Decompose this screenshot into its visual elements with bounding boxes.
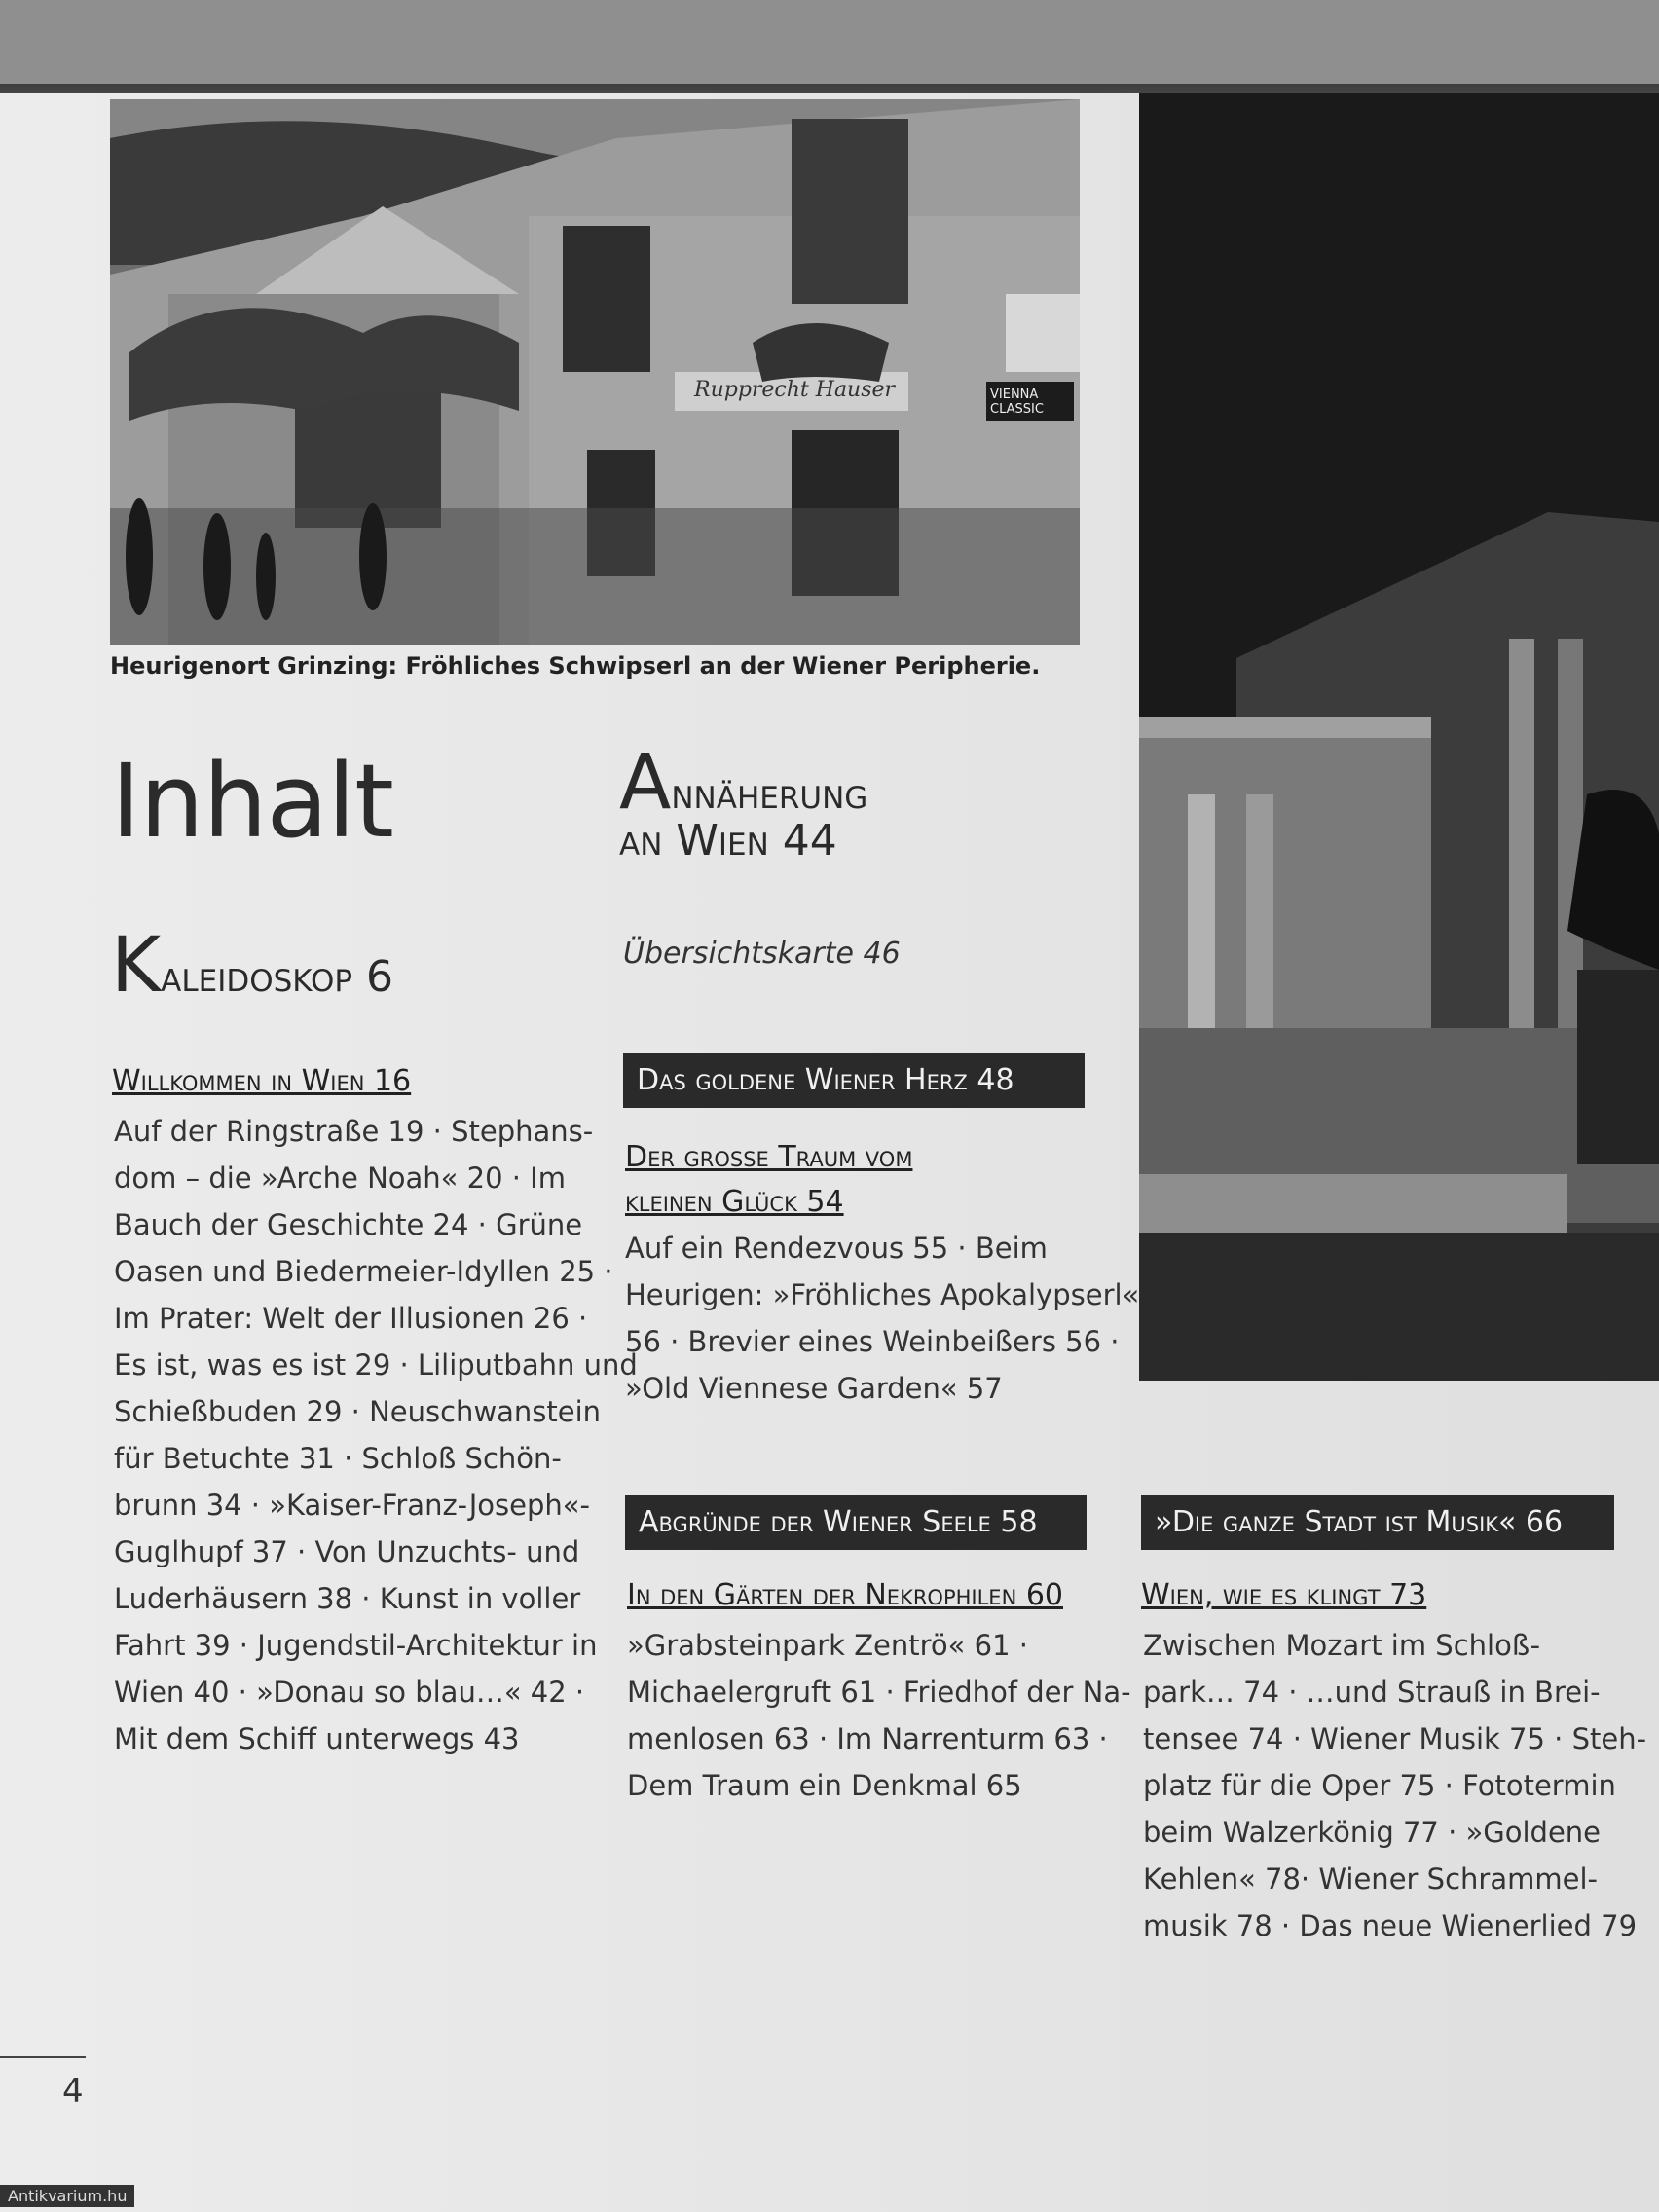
vienna-classic-sign: VIENNA CLASSIC: [990, 387, 1044, 417]
subhead-traum-line1: Der grosse Traum vom: [625, 1140, 913, 1174]
section-kaleidoskop-initial: K: [111, 922, 162, 1010]
text-line: musik 78 · Das neue Wienerlied 79: [1143, 1909, 1638, 1942]
text-line: menlosen 63 · Im Narrenturm 63 ·: [627, 1722, 1108, 1755]
text-line: Guglhupf 37 · Von Unzuchts- und: [114, 1535, 580, 1568]
text-line: tensee 74 · Wiener Musik 75 · Steh-: [1143, 1722, 1647, 1755]
section-annaeherung-initial: A: [619, 739, 672, 827]
text-line: »Grabsteinpark Zentrö« 61 ·: [627, 1629, 1028, 1662]
subhead-traum-line2: kleinen Glück 54: [625, 1185, 844, 1219]
text-line: Auf der Ringstraße 19 · Stephans-: [114, 1115, 594, 1148]
text-line: Heurigen: »Fröhliches Apokalypserl«: [625, 1278, 1140, 1311]
watermark: Antikvarium.hu: [0, 2185, 134, 2207]
chapter-seele: Abgründe der Wiener Seele 58: [625, 1495, 1087, 1550]
text-line: für Betuchte 31 · Schloß Schön-: [114, 1442, 562, 1475]
inn-sign: Rupprecht Hauser: [694, 378, 896, 402]
text-col2b: [627, 1622, 1131, 1809]
page-title: Inhalt: [111, 742, 393, 861]
text-line: 56 · Brevier eines Weinbeißers 56 ·: [625, 1325, 1120, 1358]
page-number: 4: [62, 2072, 84, 2111]
text-line: brunn 34 · »Kaiser-Franz-Joseph«-: [114, 1489, 590, 1522]
subhead-klingt: Wien, wie es klingt 73: [1141, 1578, 1427, 1612]
text-line: Bauch der Geschichte 24 · Grüne: [114, 1208, 583, 1241]
uebersichtskarte: Übersichtskarte 46: [623, 937, 901, 971]
text-line: »Old Viennese Garden« 57: [625, 1372, 1003, 1405]
text-line: Oasen und Biedermeier-Idyllen 25 ·: [114, 1255, 613, 1288]
text-line: Schießbuden 29 · Neuschwanstein: [114, 1395, 602, 1428]
chapter-herz: Das goldene Wiener Herz 48: [623, 1053, 1085, 1108]
subhead-traum: [625, 1135, 912, 1225]
text-line: platz für die Oper 75 · Fototermin: [1143, 1769, 1616, 1802]
text-line: Auf ein Rendezvous 55 · Beim: [625, 1232, 1048, 1265]
text-line: Dem Traum ein Denkmal 65: [627, 1769, 1022, 1802]
section-annaeherung-line2: an Wien 44: [619, 815, 837, 866]
photo-caption: Heurigenort Grinzing: Fröhliches Schwipserl an der Wiener Peripherie.: [110, 652, 1041, 680]
text-line: Zwischen Mozart im Schloß-: [1143, 1629, 1541, 1662]
subhead-willkommen: Willkommen in Wien 16: [112, 1064, 412, 1098]
text-col1: [114, 1108, 638, 1762]
section-annaeherung-line1: nnäherung: [671, 769, 868, 819]
parliament-photo: [1139, 93, 1659, 1381]
section-annaeherung: [619, 739, 868, 866]
text-col3: [1143, 1622, 1646, 1949]
text-line: Wien 40 · »Donau so blau…« 42 ·: [114, 1676, 585, 1709]
text-line: beim Walzerkönig 77 · »Goldene: [1143, 1816, 1602, 1849]
chapter-musik: »Die ganze Stadt ist Musik« 66: [1141, 1495, 1614, 1550]
grinzing-photo: [110, 99, 1080, 645]
section-kaleidoskop: [111, 922, 394, 1010]
text-line: Mit dem Schiff unterwegs 43: [114, 1722, 520, 1755]
text-col2a: [625, 1225, 1139, 1412]
text-line: Im Prater: Welt der Illusionen 26 ·: [114, 1302, 588, 1335]
text-line: Fahrt 39 · Jugendstil-Architektur in: [114, 1629, 598, 1662]
section-kaleidoskop-rest: aleidoskop 6: [161, 952, 394, 1002]
page-number-rule: [0, 2056, 86, 2058]
text-line: Michaelergruft 61 · Friedhof der Na-: [627, 1676, 1131, 1709]
text-line: Kehlen« 78· Wiener Schrammel-: [1143, 1862, 1598, 1896]
text-line: park… 74 · …und Strauß in Brei-: [1143, 1676, 1601, 1709]
subhead-gaerten: In den Gärten der Nekrophilen 60: [627, 1578, 1063, 1612]
text-line: Luderhäusern 38 · Kunst in voller: [114, 1582, 581, 1615]
text-line: dom – die »Arche Noah« 20 · Im: [114, 1161, 566, 1195]
text-line: Es ist, was es ist 29 · Liliputbahn und: [114, 1348, 638, 1382]
